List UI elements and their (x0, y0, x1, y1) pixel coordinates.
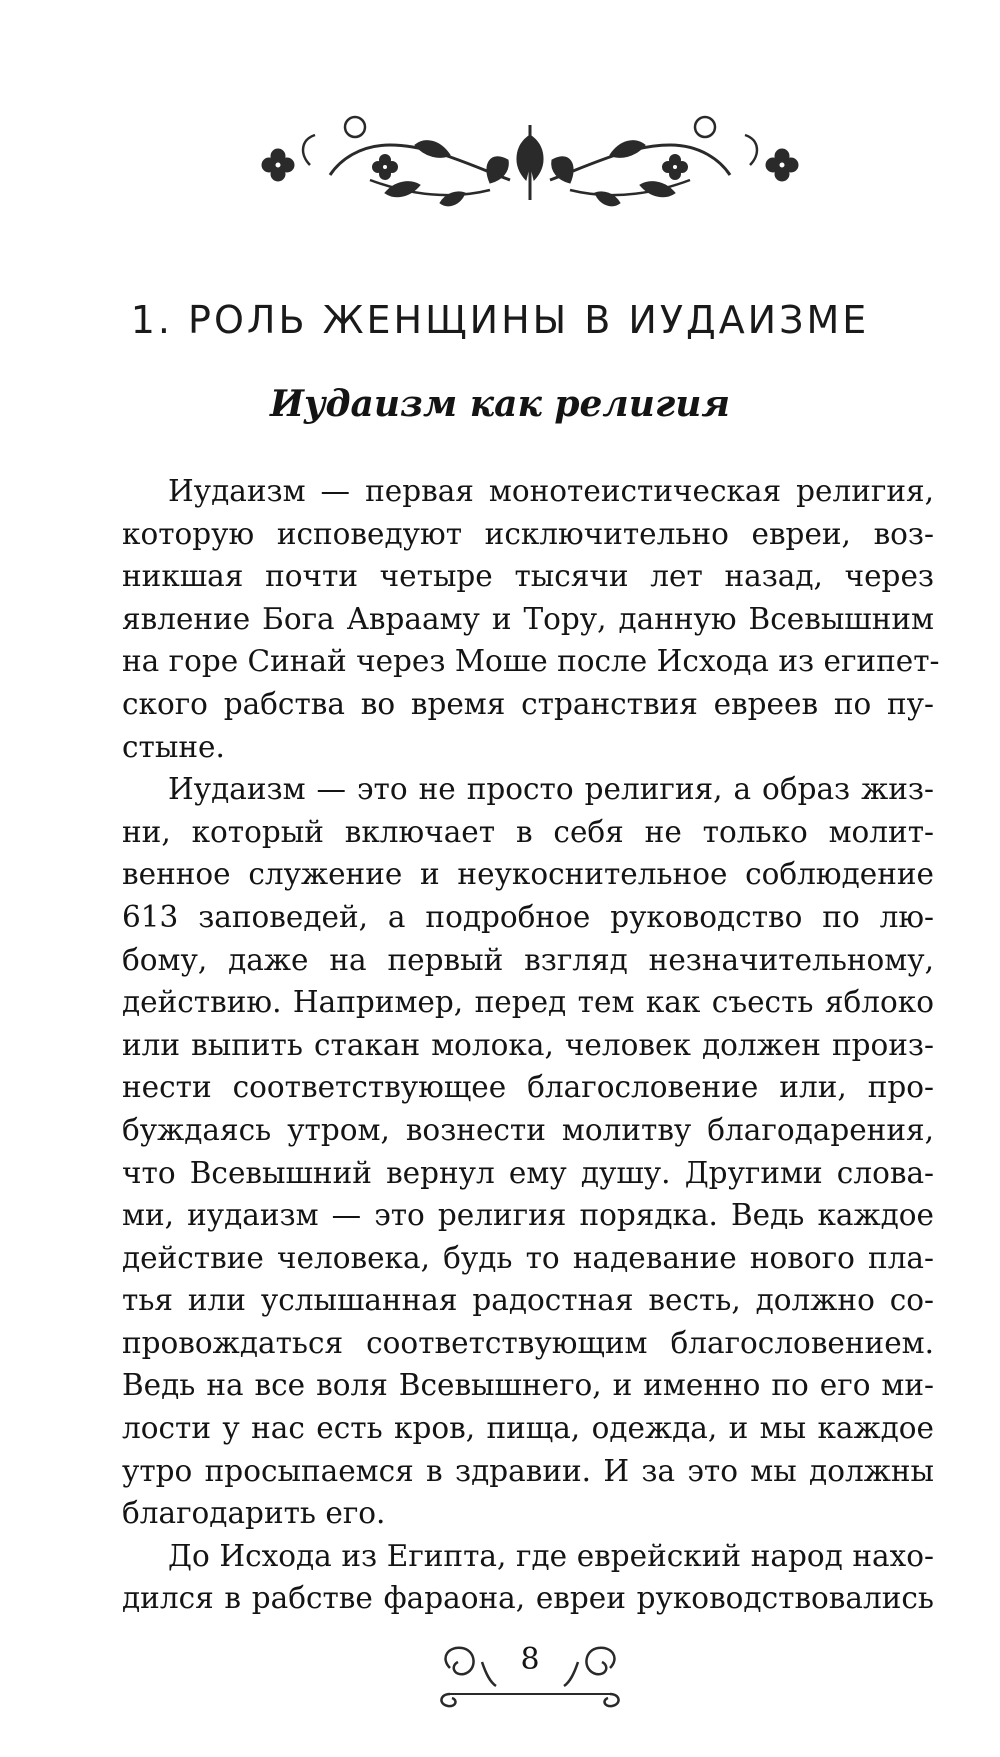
text-line: или выпить стакан молока, человек должен произ- (122, 1027, 934, 1062)
text-line: ми, иудаизм — это религия порядка. Ведь каждое (122, 1198, 934, 1233)
chapter-title: 1. РОЛЬ ЖЕНЩИНЫ В ИУДАИЗМЕ (130, 298, 870, 342)
body-text (122, 470, 940, 1620)
text-line: Иудаизм — первая монотеистическая религия, (168, 474, 934, 508)
text-line: явление Бога Аврааму и Тору, данную Всевышним (122, 601, 934, 636)
text-line: Ведь на все воля Всевышнего, и именно по его ми- (122, 1368, 934, 1403)
paragraph-3 (122, 1535, 934, 1620)
text-line: нести соответствующее благословение или, про- (122, 1070, 934, 1105)
text-line: действие человека, будь то надевание нового пла- (122, 1240, 934, 1275)
text-line: провождаться соответствующим благословением. (122, 1325, 934, 1360)
text-line: на горе Синай через Моше после Исхода из египет- (122, 644, 940, 679)
text-line: стыне. (122, 729, 225, 764)
text-line: До Исхода из Египта, где еврейский народ нахо- (168, 1538, 934, 1573)
text-line: бому, даже на первый взгляд незначительному, (122, 942, 934, 977)
text-line: ского рабства во время странствия евреев по пу- (122, 686, 934, 721)
text-line: 613 заповедей, а подробное руководство по лю- (122, 899, 934, 934)
text-line: венное служение и неукоснительное соблюдение (122, 857, 934, 892)
text-line: что Всевышний вернул ему душу. Другими слова- (122, 1155, 934, 1190)
text-line: ни, который включает в себя не только молит- (122, 814, 934, 849)
text-line: тья или услышанная радостная весть, должно со- (122, 1283, 934, 1318)
text-line: действию. Например, перед тем как съесть яблоко (122, 985, 934, 1020)
page-number: 8 (520, 1642, 540, 1677)
paragraph-2 (122, 768, 934, 1535)
text-line: лости у нас есть кров, пища, одежда, и мы каждое (122, 1411, 934, 1446)
text-line: благодарить его. (122, 1496, 386, 1531)
text-line: никшая почти четыре тысячи лет назад, через (122, 559, 934, 594)
text-line: которую исповедуют исключительно евреи, воз- (122, 516, 934, 551)
text-line: дился в рабстве фараона, евреи руководствовались (122, 1581, 934, 1616)
text-line: утро просыпаемся в здравии. И за это мы должны (122, 1453, 934, 1488)
section-title: Иудаизм как религия (269, 383, 731, 425)
text-line: Иудаизм — это не просто религия, а образ жиз- (168, 772, 934, 807)
paragraph-1 (122, 470, 940, 768)
floral-vine-ornament-icon (250, 105, 810, 215)
text-line: буждаясь утром, вознести молитву благодарения, (122, 1112, 934, 1147)
